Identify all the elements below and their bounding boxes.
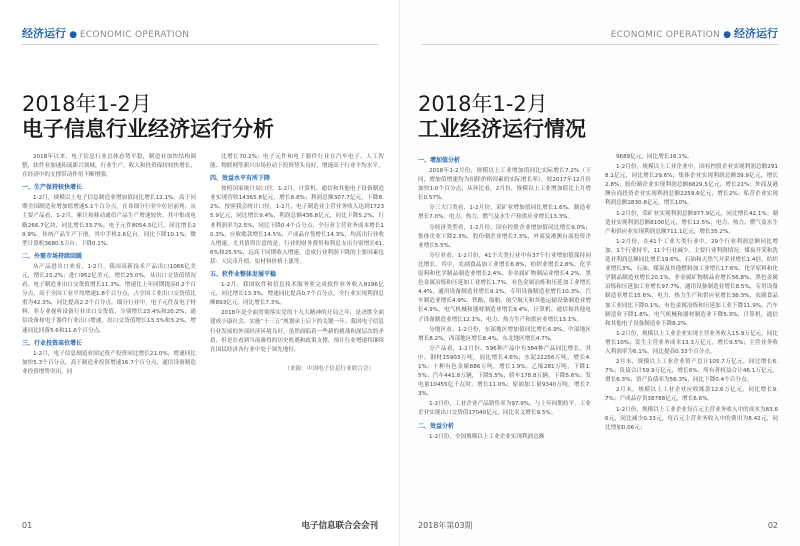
section-name-en: ECONOMIC OPERATION	[79, 30, 190, 40]
page-footer	[22, 520, 378, 532]
body-paragraph: 分产品看，1-2月份，596种产品中有384种产品同比增长。其中，钢材15903万吨，同比增长4.6%；水泥22256万吨，增长4.1%；十种有色金属886万吨，增长1.9%；乙烯281万吨，下降1.5%；汽车441.8万辆，下降5.5%；轿车178.8万辆，下降5.6%；发电量10455亿千瓦时，增长11.0%；原油加工量9340万吨，增长7.3%。	[418, 345, 591, 398]
bullet-icon: ●	[723, 30, 734, 40]
column-content	[210, 153, 384, 355]
section-header	[611, 26, 778, 42]
section-header	[22, 26, 189, 42]
magazine-name: 电子信息联合会会刊	[301, 521, 378, 531]
section-heading: 一、增加值分析	[418, 157, 461, 164]
section-name-en: ECONOMIC OPERATION	[610, 30, 721, 40]
article-title: 电子信息行业经济运行分析	[22, 117, 274, 141]
section-name-cn: 经济运行	[734, 27, 778, 40]
body-paragraph: 1-2月份，规模以上工业企业每百元主营业务收入中的成本为83.66元，同比减少0.33元，每百元主营业务收入中的费用为8.42元，同比增加0.06元；	[605, 406, 778, 431]
body-paragraph: 1-2月份，在41个工业大类行业中，29个行业利润总额同比增加，1个行业持平，11个行业减少。主要行业利润情况：煤炭开采和洗选业利润总额同比增长19.6%，石油和天然气开采业增长1.4倍，纺织业增长3%，石油、煤炭及其他燃料加工业增长17.6%，化学原料和化学制品制造业增长20.1%，非金属矿物制品业增长56.8%，黑色金属冶炼和压延加工业增长97.7%，通用设备制造业增长8.5%，专用设备制造业增长15.6%，电力、热力生产和供应业增长38.3%，农副食品加工业同比下降0.1%，有色金属冶炼和压延加工业下降11.9%，汽车制造业下降1.8%，电气机械和器材制造业下降5.3%，计算机、通信和其他电子设备制造业下降8.2%。	[605, 238, 778, 327]
source-note: （来源：中国电子信息行业联合会）	[284, 365, 374, 372]
page-number: 02	[767, 521, 778, 530]
article-body	[22, 153, 384, 378]
text-column-2	[605, 153, 778, 443]
body-paragraph: 从产品进出口来看，1-2月，我国高新技术产品出口1066亿美元，增长23.2%；进口952亿美元，增长25.0%。从出口交货值情况看，电子制造业出口交货值增长11.3%，增速比上年同期提高0.2个百分点，高于全国工业平均增速1.8个百分点，占全国工业出口交货值比重为42.3%。同比提高2.2个百分点。细分行业中，电子元件及电子材料、非专业视听设备行业出口交货值，分别增长23.4%和20.2%，通信设备和电子器件行业出口增速，出口交货值增长13.3%和3.2%，增速同比回落5.6和11.6个百分点。	[22, 263, 196, 334]
body-paragraph: 1-2月份，规模以上工业企业中，国有控股企业实现利润总额2918.1亿元，同比增长29.6%；集体企业实现利润总额39.9亿元，增长2.8%；股份制企业实现利润总额6829.5亿元，增长21%；外商及港澳台商投资企业实现利润总额2259.6亿元，增长2%；私营企业实现利润总额2830.8亿元，增长10%。	[605, 164, 778, 207]
article-body	[418, 153, 778, 443]
section-heading: 二、效益分析	[418, 422, 455, 430]
body-paragraph: 1-2月份，规模以上工业企业实现主营业务收入15.9万亿元，同比增长10%；发生主营业务成本13.3万亿元，增长9.5%；主营业务收入利润率为6.1%，同比提高0.33个百分点。	[605, 330, 778, 355]
header-rule	[22, 44, 378, 45]
body-paragraph: 9689亿元，同比增长16.1%。	[616, 154, 693, 160]
section-heading: 四、效益水平有所下降	[210, 175, 271, 183]
body-paragraph: 2018年1-2月份，规模以上工业增加值同比实际增长7.2%（下同，增加值增速均为扣除价格因素的实际增长率），较2017年12月份加快1.0个百分点；从环比看，2月份，规模以上工业增加值比上月增长0.57%。	[418, 168, 591, 202]
section-heading: 二、外需市场持续回暖	[22, 252, 83, 260]
section-heading: 一、生产保持较快增长	[22, 184, 83, 192]
body-paragraph: 分三大门类看，1-2月份，采矿业增加值同比增长1.6%，制造业增长7.0%，电力、热力、燃气及水生产和供应业增长13.3%。	[418, 205, 591, 221]
article-title-year: 2018年1-2月	[22, 92, 152, 116]
text-column-2	[210, 153, 384, 378]
body-paragraph: 1-2月份，工业企业产品销售率为97.9%，与上年同期持平。工业企业实现出口交货值17040亿元，同比名义增长9.5%。	[418, 401, 591, 417]
body-paragraph: 1-2月，规模以上电子信息制造业增加值同比增长12.1%，高于同期全国制造业增加值增速5.1个百分点，在各细分行业中位居前列。从主要产品看，1-2月，累计和移动通信产品生产增速较快，其中集成电路266.7亿块，同比增长33.7%；电子元件8054.5亿只，同比增长29.9%。传统产品生产下滑，其中手机2.6亿台，同比下降10.1%；微型计算机3680.5万台，下降0.1%。	[22, 195, 196, 247]
body-paragraph: 分地区看，1-2月份，东部地区增加值同比增长6.9%，中部地区增长8.2%，西部地区增长8.4%，东北地区增长4.7%。	[418, 326, 591, 342]
body-paragraph: 2月末，规模以上工业企业资产总计105.7万亿元，同比增长6.7%；负债合计59.9万亿元，增长6%；所有者权益合计46.1万亿元，增长6.3%；资产负债率为56.3%，同比下降0.4个百分点。	[605, 359, 778, 384]
body-paragraph: 1-2月份，采矿业实现利润总额977.9亿元，同比增长42.1%；制造业实现利润总额8100亿元，增长12.5%；电力、热力、燃气及水生产和供应业实现利润总额711.1亿元，增长35.2%。	[605, 210, 778, 235]
body-paragraph: 1-2月，电子信息制造业固定资产投资同比增长21.0%，增速同比加快5.3个百分点，高于制造业投资增速16.7个百分点，通信设备制造业投资增势突出，同	[22, 350, 196, 375]
body-paragraph: 分经济类型看，1-2月份，国有控股企业增加值同比增长9.0%；集体企业下降2.3%，股份制企业增长7.3%，外商及港澳台商投资企业增长5.5%。	[418, 224, 591, 249]
section-name-cn: 经济运行	[22, 27, 66, 40]
right-page	[400, 0, 800, 546]
body-paragraph: 按照国家统计局口径，1-2月，计算机、通信和其他电子设备制造业实现营收14365.8亿元，增长8.8%；利润总额307.7亿元，下降8.2%，按照我会统计口径，1-2月，电子制造业主营业务收入达到17235.9亿元，同比增长9.4%，利润总额436.8亿元，同比下降5.2%，行业利润率为2.5%，同比下降0.4个百分点，全行业主营业务成本增长10.3%，应收账款增长14.5%，产成品存货增长14.3%，均高出行业收入增速，尤其值得注意的是，行业的财务费用和利息支出分别增长61.6%和25.5%，远高于同期收入增速，造成行业利润下降的主要因素包括：人民币升值、原材料价格上涨等。	[210, 186, 384, 265]
text-column-1	[418, 153, 591, 443]
bullet-icon: ●	[69, 30, 80, 40]
article-title-year: 2018年1-2月	[418, 92, 548, 116]
section-heading: 三、行业投资高位增长	[22, 339, 83, 347]
body-paragraph: 2018年以来，电子信息行业总体态势平稳，制造业加快结构调整，软件业加速拓展新兴领域，行业生产、收入和投资保持较快增长，在经济中的支撑带动作用不断增强。	[22, 154, 196, 179]
header-rule	[422, 44, 778, 45]
body-paragraph: 2月末，规模以上工业企业应收账款12.6万亿元，同比增长9.7%；产成品存货38788亿元，增长6.6%。	[605, 387, 778, 403]
body-paragraph: 比增长70.2%；电子元件和电子器件行业在汽车电子、人工智能、物联网等新兴市场拉动下投资势头良好，增速高于行业平均水平。	[210, 154, 384, 170]
section-heading: 五、软件业整体发展平稳	[210, 271, 277, 279]
body-paragraph: 2018年是全面贯彻落实党的十九大精神的开局之年，是决胜全面建成小康社会、实施“十三五”规划承上启下的关键一年。我国电子信息行业发展的外部经济环境良好，虽然面临着一些新的挑战和深层次的矛盾，但是在看到当前难得的历史机遇和政策支撑，预计行业增速将继续在国民经济各行业中处于领先地位。	[210, 310, 384, 353]
body-paragraph: 分行业看，1-2月份，41个大类行业中有37个行业增加值保持同比增长。其中，农副食品加工业增长6.8%，纺织业增长2.8%，化学原料和化学制品制造业增长2.4%，非金属矿物制品业增长4.2%，黑色金属冶炼和压延加工业增长1.7%，有色金属冶炼和压延加工业增长4.4%，通用设备制造业增长9.1%，专用设备制造业增长10.3%，汽车制造业增长4.9%，铁路、船舶、航空航天和其他运输设备制造业增长4.9%，电气机械和器材制造业增长9.4%，计算机、通信和其他电子设备制造业增长12.1%，电力、热力生产和供应业增长13.1%。	[418, 252, 591, 323]
body-paragraph: 1-2月份，全国规模以上工业企业实现利润总额	[429, 433, 545, 440]
text-column-1	[22, 153, 196, 378]
body-paragraph: 1-2月，我国软件和信息技术服务业完成软件业务收入8196亿元，同比增长13.3%，增速同比提高0.7个百分点，全行业实现利润总额893亿元，同比增长7.3%。	[210, 282, 384, 307]
issue-label: 2018年第03期	[418, 521, 473, 530]
page-footer	[418, 520, 778, 532]
article-title: 工业经济运行情况	[418, 117, 586, 141]
page-number: 01	[22, 521, 33, 530]
